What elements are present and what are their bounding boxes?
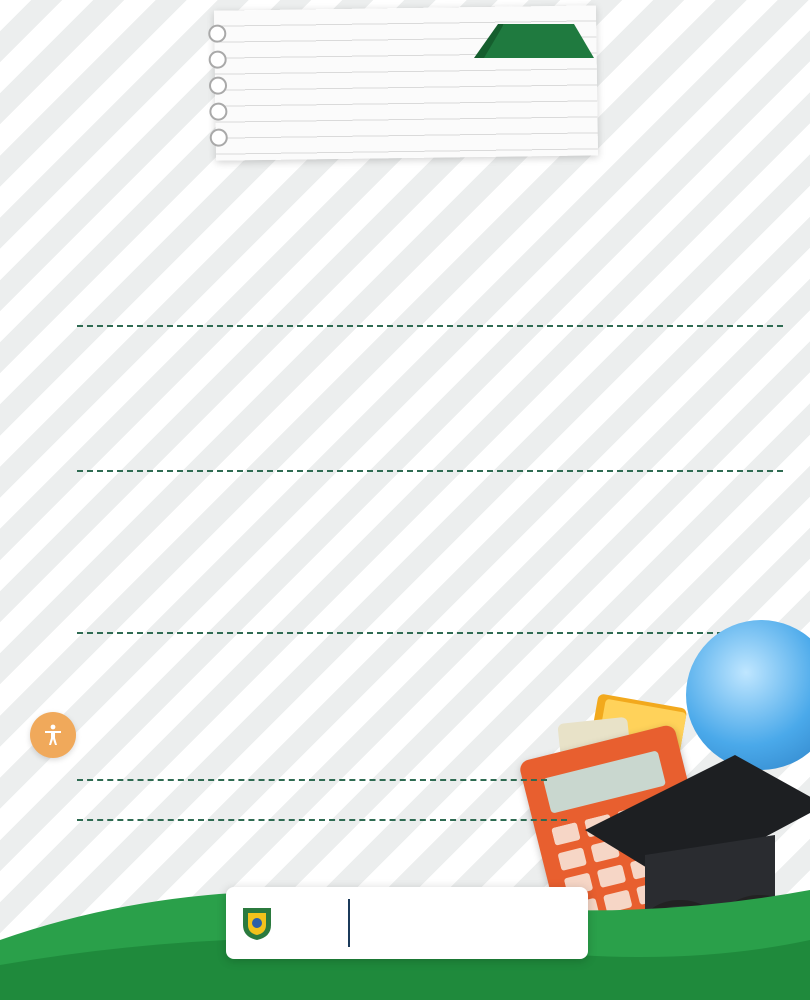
schedule-section-3 <box>84 481 88 565</box>
schedule-item <box>84 523 88 544</box>
schedule-item <box>84 643 88 664</box>
schedule-item <box>84 210 88 231</box>
accessibility-person-icon <box>41 723 65 747</box>
schedule-item <box>84 379 88 400</box>
schedule-item <box>84 502 88 523</box>
schedule-item <box>84 544 88 565</box>
municipal-crest-icon <box>240 905 274 941</box>
schedule-item <box>84 358 88 379</box>
schedule-section-2 <box>84 333 88 400</box>
semed-roof-icon <box>474 20 596 60</box>
section-divider <box>77 819 567 821</box>
schedule-section-1 <box>84 210 88 231</box>
accessibility-button[interactable] <box>30 712 76 758</box>
section-divider <box>77 470 783 472</box>
schedule-item <box>84 685 88 706</box>
schedule-item <box>84 337 88 358</box>
spiral-ring <box>210 128 228 146</box>
schedule-section-4 <box>84 641 88 706</box>
section-divider <box>77 779 547 781</box>
footer-separator <box>348 899 350 947</box>
footer-logo-card <box>226 887 588 959</box>
spiral-ring <box>209 102 227 120</box>
spiral-ring <box>209 51 227 69</box>
spiral-ring <box>209 77 227 95</box>
spiral-ring <box>208 25 226 43</box>
section-divider <box>77 632 783 634</box>
section-divider <box>77 325 783 327</box>
schedule-item <box>84 481 88 502</box>
schedule-item <box>84 664 88 685</box>
